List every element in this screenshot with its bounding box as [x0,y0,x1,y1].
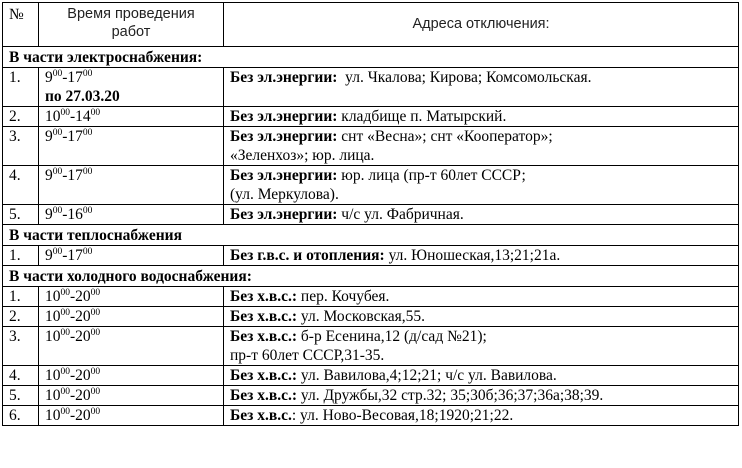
address-text: ул. Вавилова,4;12;21; ч/с ул. Вавилова. [297,367,557,384]
time-end-minutes: 00 [90,407,101,417]
time-start-minutes: 00 [52,69,63,79]
time-end-hour: -16 [62,206,83,223]
section-title: В части теплоснабжения [3,225,739,246]
table-row [3,107,739,127]
row-address [224,386,739,406]
row-address [224,107,739,127]
time-end-hour: -20 [70,308,91,325]
row-time [39,127,224,166]
outage-type-label: Без х.в.с.: [230,328,298,345]
time-range [45,127,217,146]
row-time [39,68,224,107]
address-line [230,185,732,204]
time-end-minutes: 00 [82,206,93,216]
row-address [224,127,739,166]
row-number: 5. [3,386,39,406]
header-time [39,3,224,47]
time-range [45,307,217,326]
outage-type-label: Без г.в.с. и отопления: [230,247,385,264]
time-start-hour: 9 [45,69,53,86]
time-end-hour: -17 [62,128,83,145]
time-start-minutes: 00 [60,367,70,377]
time-end-minutes: 00 [82,128,93,138]
table-row [3,406,739,426]
address-text: «Зеленхоз»; юр. лица. [230,147,375,164]
time-range [45,287,217,306]
row-number: 4. [3,166,39,205]
table-row [3,205,739,225]
row-number: 3. [3,327,39,366]
row-number: 1. [3,68,39,107]
time-start-minutes: 00 [60,308,70,318]
header-time-line1: Время проведения [67,6,195,22]
row-number: 1. [3,246,39,266]
address-text: ч/с ул. Фабричная. [337,206,464,223]
table-row [3,127,739,166]
time-end-hour: -20 [70,367,91,384]
address-line [230,68,732,87]
address-line [230,107,732,126]
header-address: Адреса отключения: [224,3,739,47]
time-end-minutes: 00 [90,387,101,397]
address-text: ул. Дружбы,32 стр.32; 35;30б;36;37;36а;38;39. [297,387,604,404]
row-time [39,307,224,327]
time-start-minutes: 00 [52,206,63,216]
row-address [224,307,739,327]
address-line [230,346,732,365]
time-start-minutes: 00 [60,108,70,118]
row-address [224,68,739,107]
time-start-hour: 10 [45,108,61,125]
time-end-hour: -17 [62,69,83,86]
address-text: ул. Юношеская,13;21;21а. [384,247,561,264]
table-row [3,307,739,327]
section-title: В части холодного водоснабжения: [3,266,739,287]
outage-table-body [3,3,739,426]
outage-type-colon: : [291,407,297,424]
time-range [45,107,217,126]
header-row [3,3,739,47]
row-time [39,107,224,127]
address-text: снт «Весна»; снт «Кооператор»; [337,128,553,145]
address-line [230,146,732,165]
time-range [45,68,217,87]
row-number: 4. [3,366,39,386]
time-start-hour: 10 [45,367,61,384]
time-end-minutes: 00 [82,247,93,257]
header-time-line2: работ [111,24,151,40]
row-address [224,287,739,307]
time-end-minutes: 00 [90,328,101,338]
address-text: ул. Московская,55. [297,308,426,325]
row-time [39,327,224,366]
row-number: 3. [3,127,39,166]
address-text: кладбище п. Матырский. [337,108,507,125]
outage-type-label: Без эл.энергии: [230,167,338,184]
time-end-hour: -20 [70,407,91,424]
time-start-minutes: 00 [52,247,63,257]
row-address [224,166,739,205]
address-line [230,386,732,405]
time-start-hour: 10 [45,288,61,305]
outage-type-label: Без х.в.с.: [230,308,298,325]
time-start-minutes: 00 [60,288,70,298]
row-number: 5. [3,205,39,225]
row-time [39,205,224,225]
row-address [224,205,739,225]
time-end-minutes: 00 [82,167,93,177]
time-range [45,246,217,265]
address-line [230,246,732,265]
row-address [224,246,739,266]
row-address [224,327,739,366]
time-end-hour: -20 [70,387,91,404]
address-line [230,166,732,185]
outage-type-label: Без эл.энергии: [230,206,338,223]
time-start-minutes: 00 [52,167,63,177]
table-row [3,166,739,205]
address-text: (ул. Меркулова). [230,186,339,203]
address-line [230,205,732,224]
outage-type-label: Без эл.энергии: [230,128,338,145]
outage-type-label: Без х.в.с.: [230,288,298,305]
address-text: юр. лица (пр-т 60лет СССР; [337,167,526,184]
time-end-hour: -17 [62,167,83,184]
time-start-hour: 10 [45,387,61,404]
row-number: 1. [3,287,39,307]
address-line [230,327,732,346]
address-line [230,127,732,146]
header-num: № [3,3,39,47]
address-text: б-р Есенина,12 (д/сад №21); [297,328,487,345]
time-start-hour: 10 [45,308,61,325]
time-start-hour: 9 [45,247,53,264]
time-end-hour: -14 [70,108,91,125]
outage-type-label: Без х.в.с.: [230,367,298,384]
time-end-minutes: 00 [82,69,93,79]
time-range [45,205,217,224]
time-range [45,327,217,346]
address-text: пер. Кочубея. [297,288,390,305]
address-line [230,307,732,326]
section-header-row [3,225,739,246]
row-time [39,246,224,266]
row-time [39,386,224,406]
section-header-row [3,47,739,68]
address-text: ул. Чкалова; Кирова; Комсомольская. [337,69,592,86]
table-row [3,386,739,406]
time-start-minutes: 00 [52,128,63,138]
time-start-hour: 9 [45,167,53,184]
row-number: 2. [3,307,39,327]
address-text: ул. Ново-Весовая,18;1920;21;22. [296,407,514,424]
time-end-hour: -17 [62,247,83,264]
time-range [45,406,217,425]
address-line [230,287,732,306]
outage-type-label: Без эл.энергии: [230,108,338,125]
outage-table [2,2,739,426]
section-title: В части электроснабжения: [3,47,739,68]
time-end-minutes: 00 [90,108,101,118]
row-time [39,287,224,307]
row-address [224,366,739,386]
table-row [3,287,739,307]
table-row [3,327,739,366]
time-end-minutes: 00 [90,288,101,298]
row-time [39,406,224,426]
time-start-minutes: 00 [60,328,70,338]
time-range [45,166,217,185]
address-line [230,366,732,385]
address-line [230,406,732,425]
time-end-minutes: 00 [90,308,101,318]
time-note: по 27.03.20 [45,88,120,105]
time-start-hour: 10 [45,407,61,424]
time-start-hour: 9 [45,206,53,223]
time-start-hour: 10 [45,328,61,345]
section-header-row [3,266,739,287]
table-row [3,68,739,107]
time-start-hour: 9 [45,128,53,145]
table-row [3,246,739,266]
row-number: 6. [3,406,39,426]
time-range [45,366,217,385]
time-end-minutes: 00 [90,367,101,377]
time-start-minutes: 00 [60,407,70,417]
outage-type-label: Без х.в.с. [230,407,292,424]
outage-type-label: Без х.в.с.: [230,387,298,404]
table-row [3,366,739,386]
time-start-minutes: 00 [60,387,70,397]
time-end-hour: -20 [70,328,91,345]
outage-type-label: Без эл.энергии: [230,69,338,86]
row-time [39,366,224,386]
row-number: 2. [3,107,39,127]
address-text: пр-т 60лет СССР,31-35. [230,347,385,364]
time-range [45,386,217,405]
row-time [39,166,224,205]
row-address [224,406,739,426]
time-end-hour: -20 [70,288,91,305]
